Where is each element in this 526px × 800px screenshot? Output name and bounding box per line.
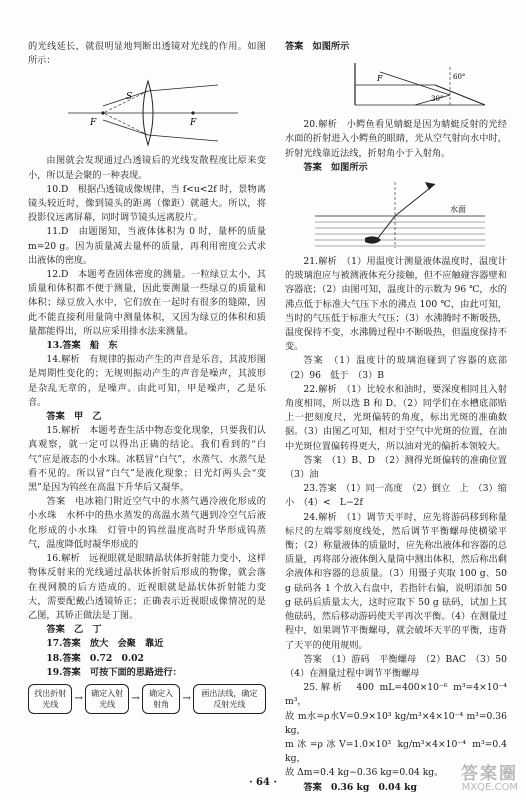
q25-answer: 答案 0.36 kg 0.04 kg [303, 781, 417, 793]
q12: 12.D 本题考查固体密度的测量。一粒绿豆太小，其质量和体积都不便于测量，因此要测量一些绿豆的质量和体积；绿豆放入水中，它们放在一起时有很多的缝隙，因此不能直接利用量筒中测量体积，又因为绿豆的体积和质量都能得出，所以应采用排水法来测量。 [28, 269, 266, 337]
lens-diagram [28, 71, 266, 151]
lens-label-f-left: F [90, 118, 97, 129]
flow-step: 确定入射角 [142, 684, 181, 714]
q15-answer: 答案 电冰箱门附近空气中的水蒸气遇冷液化形成的小水珠 水杯中的热水蒸发的高温水蒸气遇到冷空气后液化形成的小水珠 灯管中的钨丝温度高时升华形成钨蒸气，温度降低时凝华形成的 [28, 496, 266, 550]
answer: 答案 如图所示 [285, 41, 350, 52]
q10: 10.D 根据凸透镜成像规律，当 f<u<2f 时，景物离镜头较近时，像到镜头的距离（像距）就越大。所以，将投影仪远离屏幕，同时调节镜头远离胶片。 [28, 183, 266, 224]
arrow-right-icon: → [74, 692, 83, 704]
page-number: · 64 · [249, 777, 277, 788]
left-column [28, 40, 266, 714]
q21: 21.解析 （1）用温度计测量液体温度时，温度计的玻璃泡应与被测液体充分接触，但不应触碰容器壁和容器底；（2）由图可知，温度计的示数为 96 ℃，水的沸点低于标准大气压下水的沸点 100 ℃，由此可知，当时的气压低于标准大气压；（3）水沸腾时不断吸热，温度保持不变，水沸腾过程中不断吸热，但温度保持不变。 [285, 256, 507, 353]
q14-answer: 答案 甲 乙 [46, 411, 102, 423]
watermark-text: 答案圈 [461, 764, 518, 784]
arrow-right-icon: → [182, 692, 191, 704]
q16: 16.解析 远视眼就是眼睛晶状体折射能力变小，这样物体反射来的光线通过晶状体折射后形成的物像，就会落在视网膜的后方造成的。近视眼就是晶状体折射能力变大，需要配戴凸透镜矫正；正确表示近视眼成像情况的是乙图，其矫正做法是丁图。 [28, 553, 266, 621]
q18: 18.答案 0.72 0.02 [46, 652, 144, 664]
q17: 17.答案 放大 会聚 靠近 [46, 638, 164, 650]
flow-step: 画出法线，确定反射光线 [193, 684, 266, 714]
watermark-url: MXQE.COM [461, 782, 518, 793]
q23: 23.答案 （1）同一高度 （2）倒立 上 （3）缩小 （4）< L−2f [285, 483, 507, 509]
arrow-right-icon: → [131, 692, 140, 704]
q11: 11.D 由题图知，当液体体积为 0 时，量杯的质量 m=20 g。因为质量减去量杯的质量，再利用密度公式求出液体的密度。 [28, 226, 266, 266]
lens-label-s: S [126, 92, 133, 103]
q16-answer: 答案 乙 丁 [46, 624, 102, 636]
q25-line: 故 m水=ρ水V=0.9×10³ kg/m³×4×10⁻⁴ m³=0.36 kg， [285, 710, 507, 736]
q20-answer: 答案 如图所示 [303, 161, 368, 173]
q20: 20.解析 小鳄鱼看见蜻蜓是因为蜻蜓反射的光经水面的折射进入小鳄鱼的眼睛，光从空气射向水中时，折射光线靠近法线，折射角小于入射角。 [285, 119, 507, 159]
paragraph: 的光线延长，就很明显地判断出透镜对光线的作用。如图所示： [28, 41, 266, 67]
flow-step: 确定入射光线 [85, 684, 129, 714]
flow-chart [28, 684, 266, 714]
fig1-label-f: F [377, 74, 383, 84]
q25-line: 25.解析 400 mL=400×10⁻⁶ m³=4×10⁻⁴ m³， [285, 682, 507, 708]
water-refraction-diagram [285, 178, 507, 252]
lens-label-f-right: F [190, 118, 197, 129]
q15: 15.解析 本题考查生活中物态变化现象，只要我们认真观察，就一定可以得出正确的结论。我们看到的“白气”应是液态的小水珠。冰糕冒“白气”，水蒸气、水蒸气是看不见的。所以冒“白气”是液化现象；日光灯两头会“变黑”是因为钨丝在高温下升华后又凝华。 [28, 425, 266, 494]
q19: 19.答案 可按下面的思路进行： [46, 666, 182, 678]
q13: 13.答案 船 东 [46, 340, 118, 352]
flow-step: 找出折射光线 [28, 684, 72, 714]
fig1-angle-1: 60° [453, 73, 466, 82]
watermark-logo [461, 764, 518, 794]
paragraph: 由图就会发现通过凸透镜后的光线发散程度比原来变小，所以是会聚的一种表现。 [28, 155, 266, 181]
q14: 14.解析 有规律的振动产生的声音是乐音，其波形图是周期性变化的；无规则振动产生的声音是噪声，其波形是杂乱无章的，是噪声。由此可知，甲是噪声，乙是乐音。 [28, 354, 266, 408]
reflection-diagram [285, 57, 507, 115]
fig2-label: 水面 [450, 205, 466, 215]
q22: 22.解析 （1）比较水和油时，要深度相同且入射角度相同，所以选 B 和 D。（2）同学们在水槽底部贴上一把刻度尺，光斑偏转的角度，标出光斑的准确数据。（3）由图乙可知，相对于空气中光斑的位置，在油中光斑位置偏转得更大，所以油对光的偏折本领较大。 [285, 383, 507, 452]
right-column [285, 40, 517, 795]
q21-answer: 答案 （1）温度计的玻璃泡碰到了容器的底部 （2）96 低于 （3）B [285, 355, 517, 381]
q25-line: 故 Δm=0.4 kg−0.36 kg=0.04 kg。 [285, 767, 444, 779]
q22-answer: 答案 （1）B、D （2）测得光斑偏转的准确位置 （3）油 [285, 454, 517, 481]
q24: 24.解析 （1）调节天平时，应先将游码移到称量标尺的左端零刻度线处，然后调节平衡螺母使横梁平衡；（2）称量液体的质量时，应先称出液体和容器的总质量，再将部分液体倒入量筒中测出体积，然后称出剩余液体和容器的总质量。（3）用镊子夹取 100 g、50 g 砝码各 1 个放入右盘中，若指针右偏，说明添加 50 g 砝码后质量太大，这时应取下 50 g 砝码，试加上其他砝码，然后移动游码使天平再次平衡。（4）在测量过程中，如果调节平衡螺母，就会破坏天平的平衡，违背了天平的使用规则。 [285, 511, 507, 651]
fig1-angle-2: 30° [431, 95, 444, 104]
q25-line: m冰=ρ冰V=1.0×10³ kg/m³×4×10⁻⁴ m³=0.4 kg， [285, 738, 507, 765]
q24-answer: 答案 （1）游码 平衡螺母 （2）BAC （3）50 （4）在测量过程中调节平衡螺母 [285, 653, 517, 679]
